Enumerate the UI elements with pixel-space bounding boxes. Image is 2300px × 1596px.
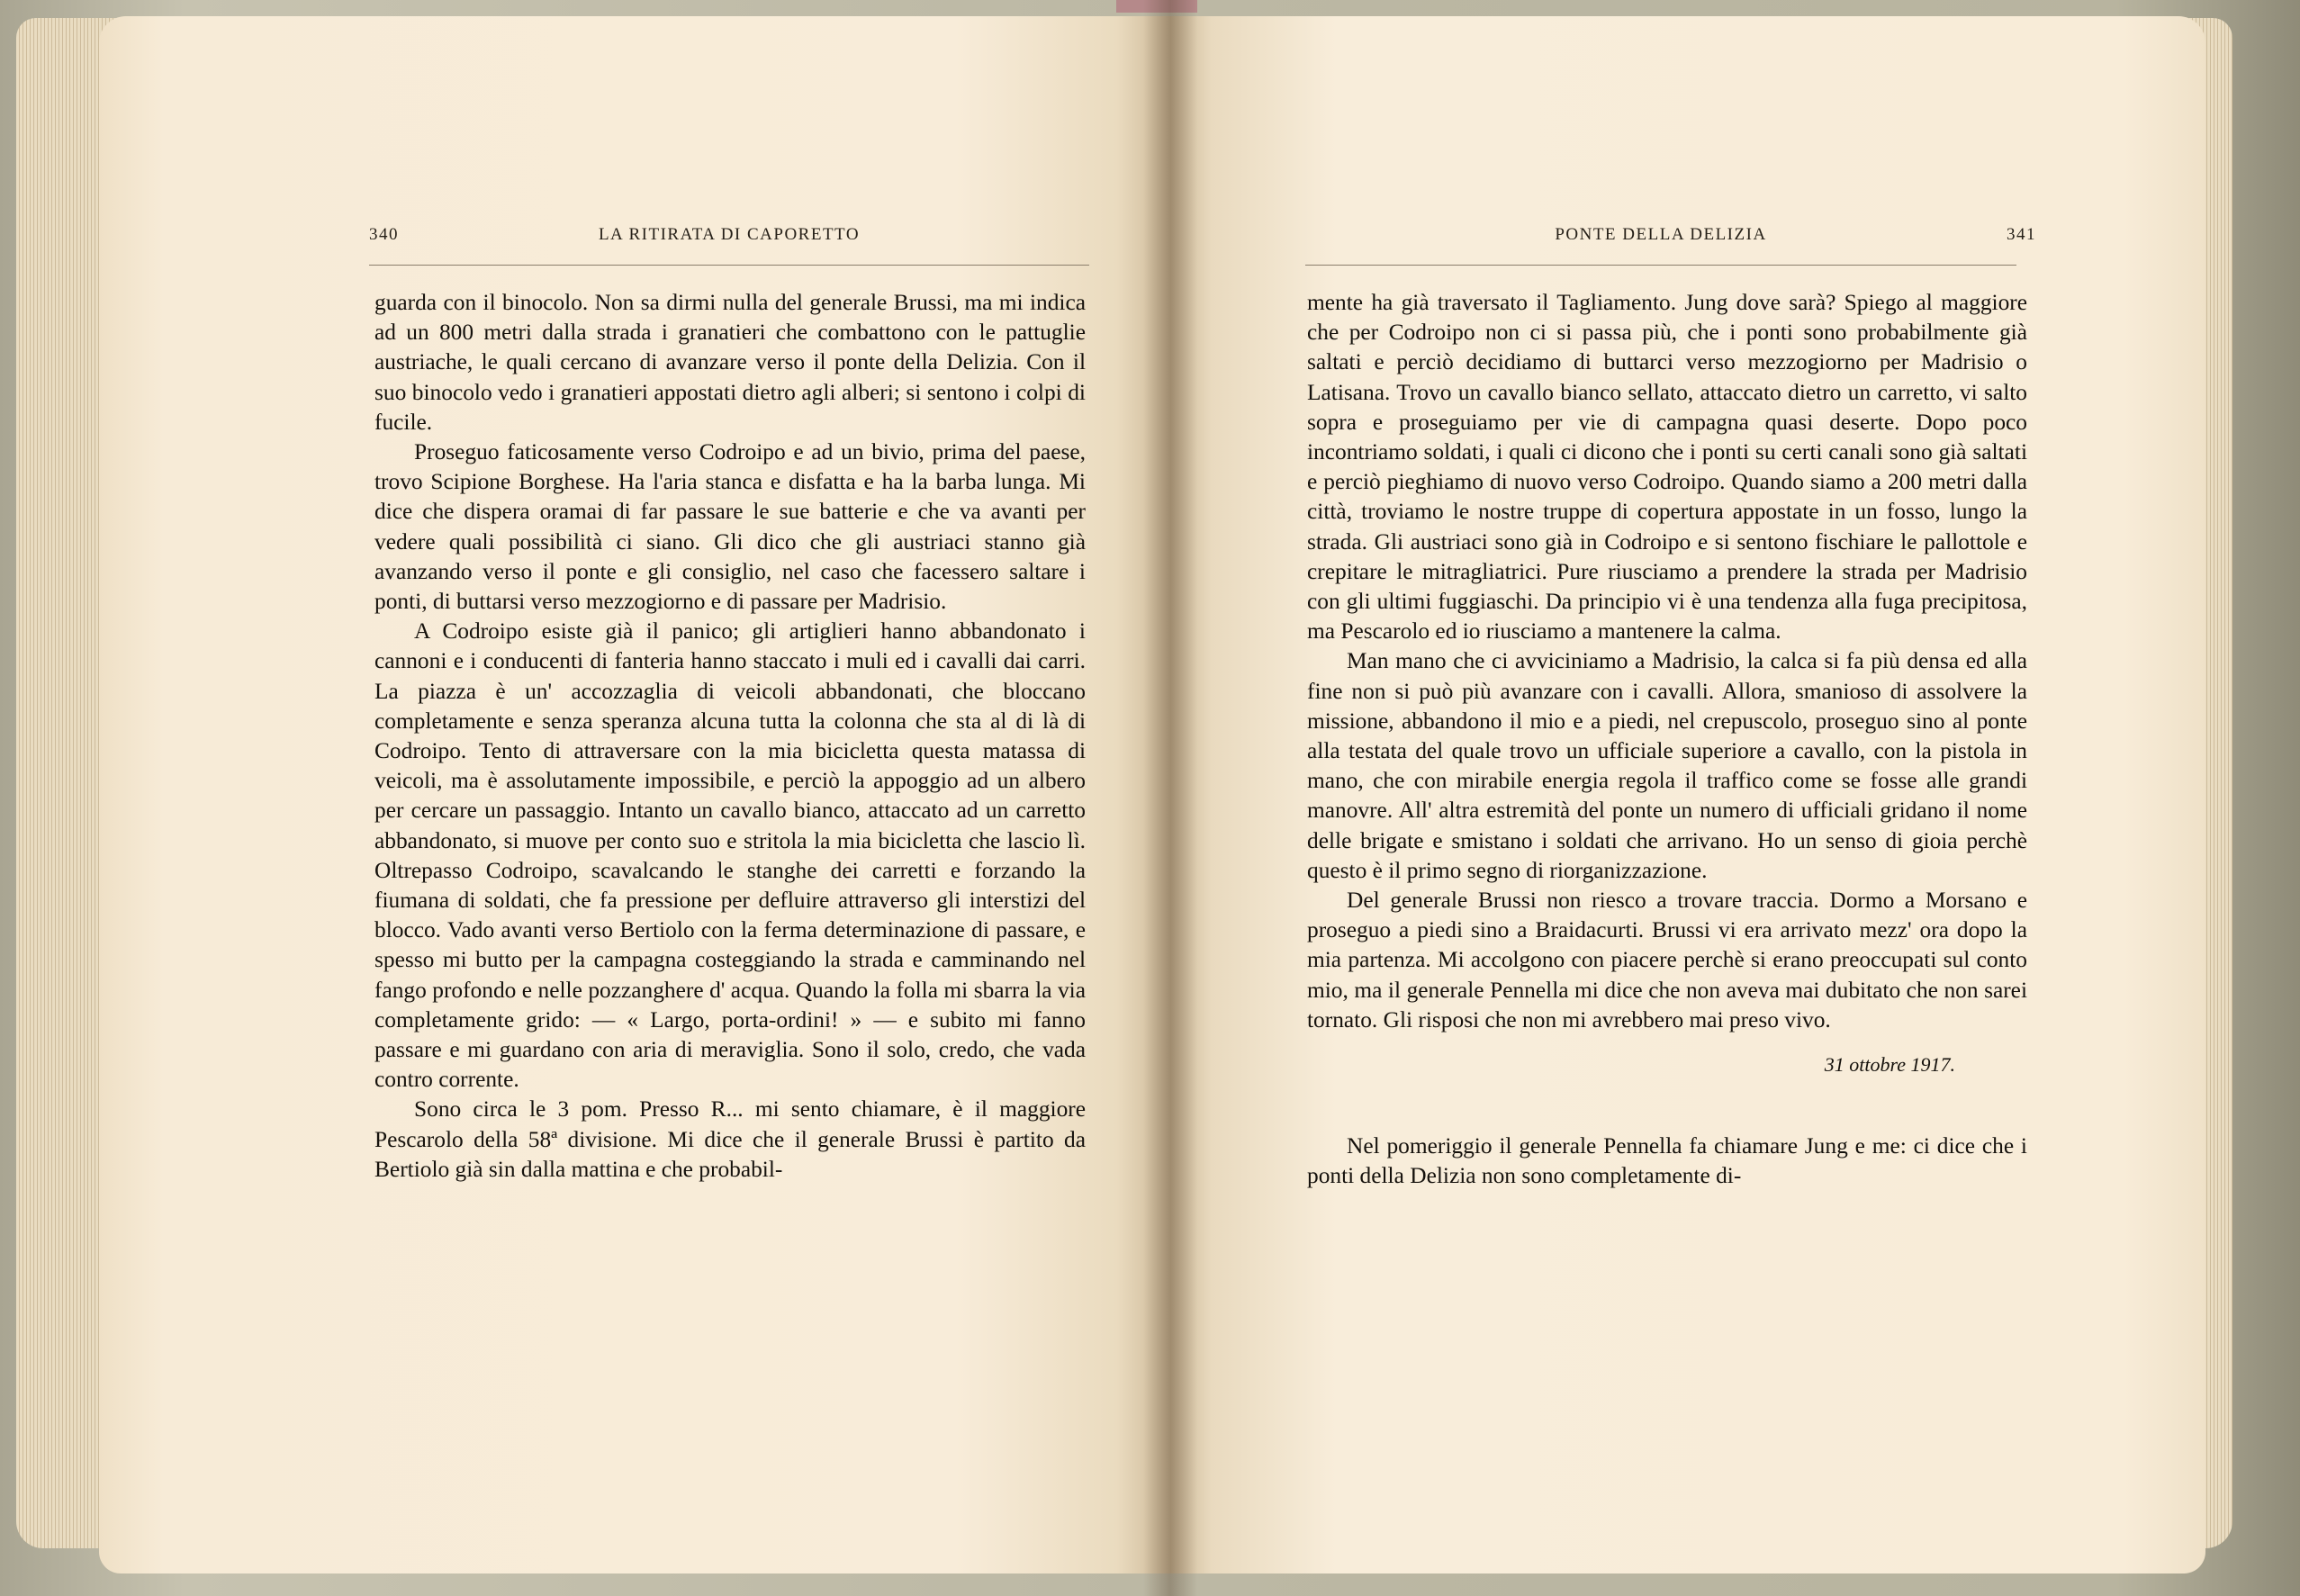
paragraph: Sono circa le 3 pom. Presso R... mi sento chiamare, è il maggiore Pescarolo della 58ª divisione. Mi dice che il generale Brussi è partito da Bertiolo già sin dalla mattina e che probabil- (374, 1096, 1086, 1182)
right-page (1170, 16, 2205, 1573)
left-running-title: LA RITIRATA DI CAPORETTO (598, 225, 861, 244)
left-page-number: 340 (369, 225, 399, 244)
dateline: 31 ottobre 1917. (1824, 1053, 1955, 1077)
paragraph: Del generale Brussi non riesco a trovare traccia. Dormo a Morsano e proseguo a piedi sino a Braidacurti. Brussi vi era arrivato mezz' ora dopo la mia partenza. Mi accolgono con piacere perchè si erano preoccupati sul conto mio, ma il generale Pennella mi dice che non aveva mai dubitato che non sarei tornato. Gli risposi che non mi avrebbero mai preso vivo. (1307, 888, 2027, 1032)
left-header-rule (369, 265, 1089, 266)
right-running-title: PONTE DELLA DELIZIA (1555, 225, 1767, 244)
paragraph: mente ha già traversato il Tagliamento. Jung dove sarà? Spiego al maggiore che per Codroipo non ci si passa più, che i ponti sono probabilmente già saltati e perciò decidiamo di buttarci verso mezzogiorno per Madrisio o Latisana. Trovo un cavallo bianco sellato, attaccato dietro un carretto, vi salto sopra e proseguiamo per vie di campagna quasi deserte. Dopo poco incontriamo soldati, i quali ci dicono che i ponti su certi canali sono già saltati e perciò pieghiamo di nuovo verso Codroipo. Quando siamo a 200 metri dalla città, troviamo le nostre truppe di copertura appostate in un fosso, lungo la strada. Gli austriaci sono già in Codroipo e si sentono fischiare le pallottole e crepitare le mitragliatrici. Pure riusciamo a prendere la strada per Madrisio con gli ultimi fuggiaschi. Da principio vi è una tendenza alla fuga precipitosa, ma Pescarolo ed io riusciamo a mantenere la calma. (1307, 290, 2027, 645)
left-page (99, 16, 1170, 1573)
paragraph: Proseguo faticosamente verso Codroipo e ad un bivio, prima del paese, trovo Scipione Borghese. Ha l'aria stanca e disfatta e ha la barba lunga. Mi dice che dispera oramai di far passare le sue batterie e che va avanti per vedere quali possibilità ci siano. Gli dico che gli austriaci stanno già avanzando verso il ponte e gli consiglio, nel caso che facessero saltare i ponti, di buttarsi verso mezzogiorno e di passare per Madrisio. (374, 439, 1086, 615)
paragraph: Nel pomeriggio il generale Pennella fa chiamare Jung e me: ci dice che i ponti della Delizia non sono completamente di- (1307, 1133, 2027, 1189)
left-running-head (369, 225, 1089, 261)
paragraph: guarda con il binocolo. Non sa dirmi nulla del generale Brussi, ma mi indica ad un 800 metri dalla strada i granatieri che combattono con le pattuglie austriache, le quali cercano di avanzare verso il ponte della Delizia. Con il suo binocolo vedo i granatieri appostati dietro agli alberi; si sentono i colpi di fucile. (374, 290, 1086, 435)
right-body-text (1307, 288, 2027, 1192)
paragraph: Man mano che ci avviciniamo a Madrisio, la calca si fa più densa ed alla fine non si può più avanzare con i cavalli. Allora, smanioso di assolvere la missione, abbandono il mio e a piedi, nel crepuscolo, proseguo sino al ponte alla testata del quale trovo un ufficiale superiore a cavallo, con la pistola in mano, che con mirabile energia regola il traffico come se fosse alle grandi manovre. All' altra estremità del ponte un numero di ufficiali gridano il nome delle brigate e smistano i soldati che arrivano. Ho un senso di gioia perchè questo è il primo segno di riorganizzazione. (1307, 648, 2027, 883)
left-body-text (374, 288, 1086, 1185)
paragraph: A Codroipo esiste già il panico; gli artiglieri hanno abbandonato i cannoni e i conducenti di fanteria hanno staccato i muli ed i cavalli dai carri. La piazza è un' accozzaglia di veicoli abbandonati, che bloccano completamente e senza speranza alcuna tutta la colonna che sta al di là di Codroipo. Tento di attraversare con la mia bicicletta questa matassa di veicoli, ma è assolutamente impossibile, e perciò la appoggio ad un albero per cercare un passaggio. Intanto un cavallo bianco, attaccato ad un carretto abbandonato, si muove per conto suo e stritola la mia bicicletta che lascio lì. Oltrepasso Codroipo, scavalcando le stanghe dei carretti e forzando la fiumana di soldati, che fa pressione per defluire attraverso gli interstizi del blocco. Vado avanti verso Bertiolo con la ferma determinazione di passare, e spesso mi butto per la campagna costeggiando la strada e camminando nel fango profondo e nelle pozzanghere d' acqua. Quando la folla mi sbarra la via completamente grido: — « Largo, porta-ordini! » — e subito mi fanno passare e mi guardano con aria di meraviglia. Sono il solo, credo, che vada contro corrente. (374, 618, 1086, 1093)
right-running-head (1305, 225, 2036, 261)
book-gutter-shadow (1143, 0, 1197, 1596)
right-page-number: 341 (2007, 225, 2036, 244)
right-header-rule (1305, 265, 2016, 266)
